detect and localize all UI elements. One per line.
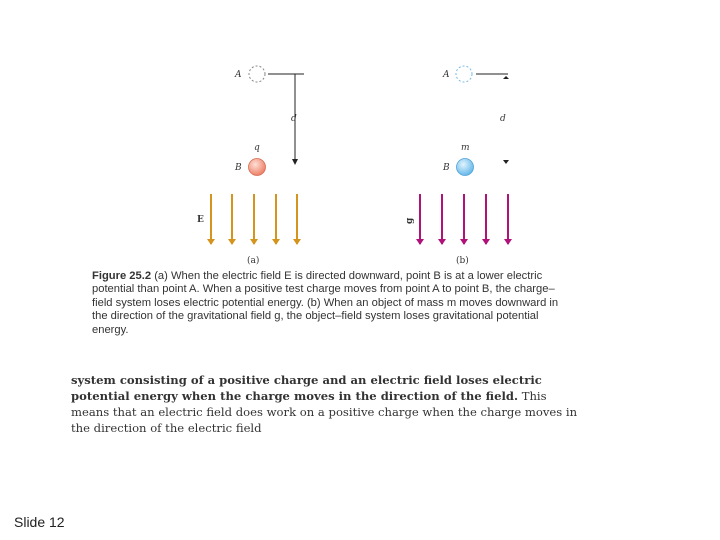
panel-b-label: (b) xyxy=(456,256,469,266)
panel-a-distance-label: d xyxy=(291,114,297,124)
electric-field-arrows xyxy=(211,194,297,244)
panel-b-initial-position xyxy=(456,66,472,82)
panel-b-point-a-label: A xyxy=(443,70,450,80)
panel-a-point-a-label: A xyxy=(235,70,242,80)
panel-b-distance-arrow-up xyxy=(503,76,509,79)
body-paragraph-normal: This means that an electric field does work on a positive charge when the charge moves in the direction of the electric field xyxy=(71,389,578,435)
gravitational-field-label: g xyxy=(405,217,415,224)
panel-b-mass-label: m xyxy=(461,143,470,153)
panel-a-point-b-label: B xyxy=(235,163,242,173)
panel-b-point-b-label: B xyxy=(443,163,450,173)
electric-field-label: E xyxy=(197,215,204,225)
body-paragraph-bold: system consisting of a positive charge and an electric field loses electric potential energy when the charge moves in the direction of the field. xyxy=(71,373,542,403)
figure-caption-text: (a) When the electric field E is directed downward, point B is at a lower electric potential than point A. When a positive test charge moves from point A to point B, the charge–field system loses electric potential energy. (b) When an object of mass m moves downward in the direction of the gravitational field g, the object–field system loses gravitational potential energy. xyxy=(92,270,559,336)
panel-b xyxy=(405,66,509,266)
panel-a-initial-position xyxy=(249,66,265,82)
panel-b-distance-arrow-down xyxy=(503,160,509,164)
gravitational-field-arrows xyxy=(420,194,508,244)
body-paragraph xyxy=(71,372,583,436)
mass-m xyxy=(457,159,474,176)
positive-charge-q xyxy=(249,159,266,176)
figure-caption xyxy=(92,270,562,337)
figure-caption-label: Figure 25.2 xyxy=(92,270,152,282)
panel-a xyxy=(197,66,304,266)
panel-a-label: (a) xyxy=(247,256,260,266)
panel-a-charge-label: q xyxy=(254,143,260,153)
slide-number: Slide 12 xyxy=(14,514,65,530)
panel-b-distance-label: d xyxy=(500,114,506,124)
